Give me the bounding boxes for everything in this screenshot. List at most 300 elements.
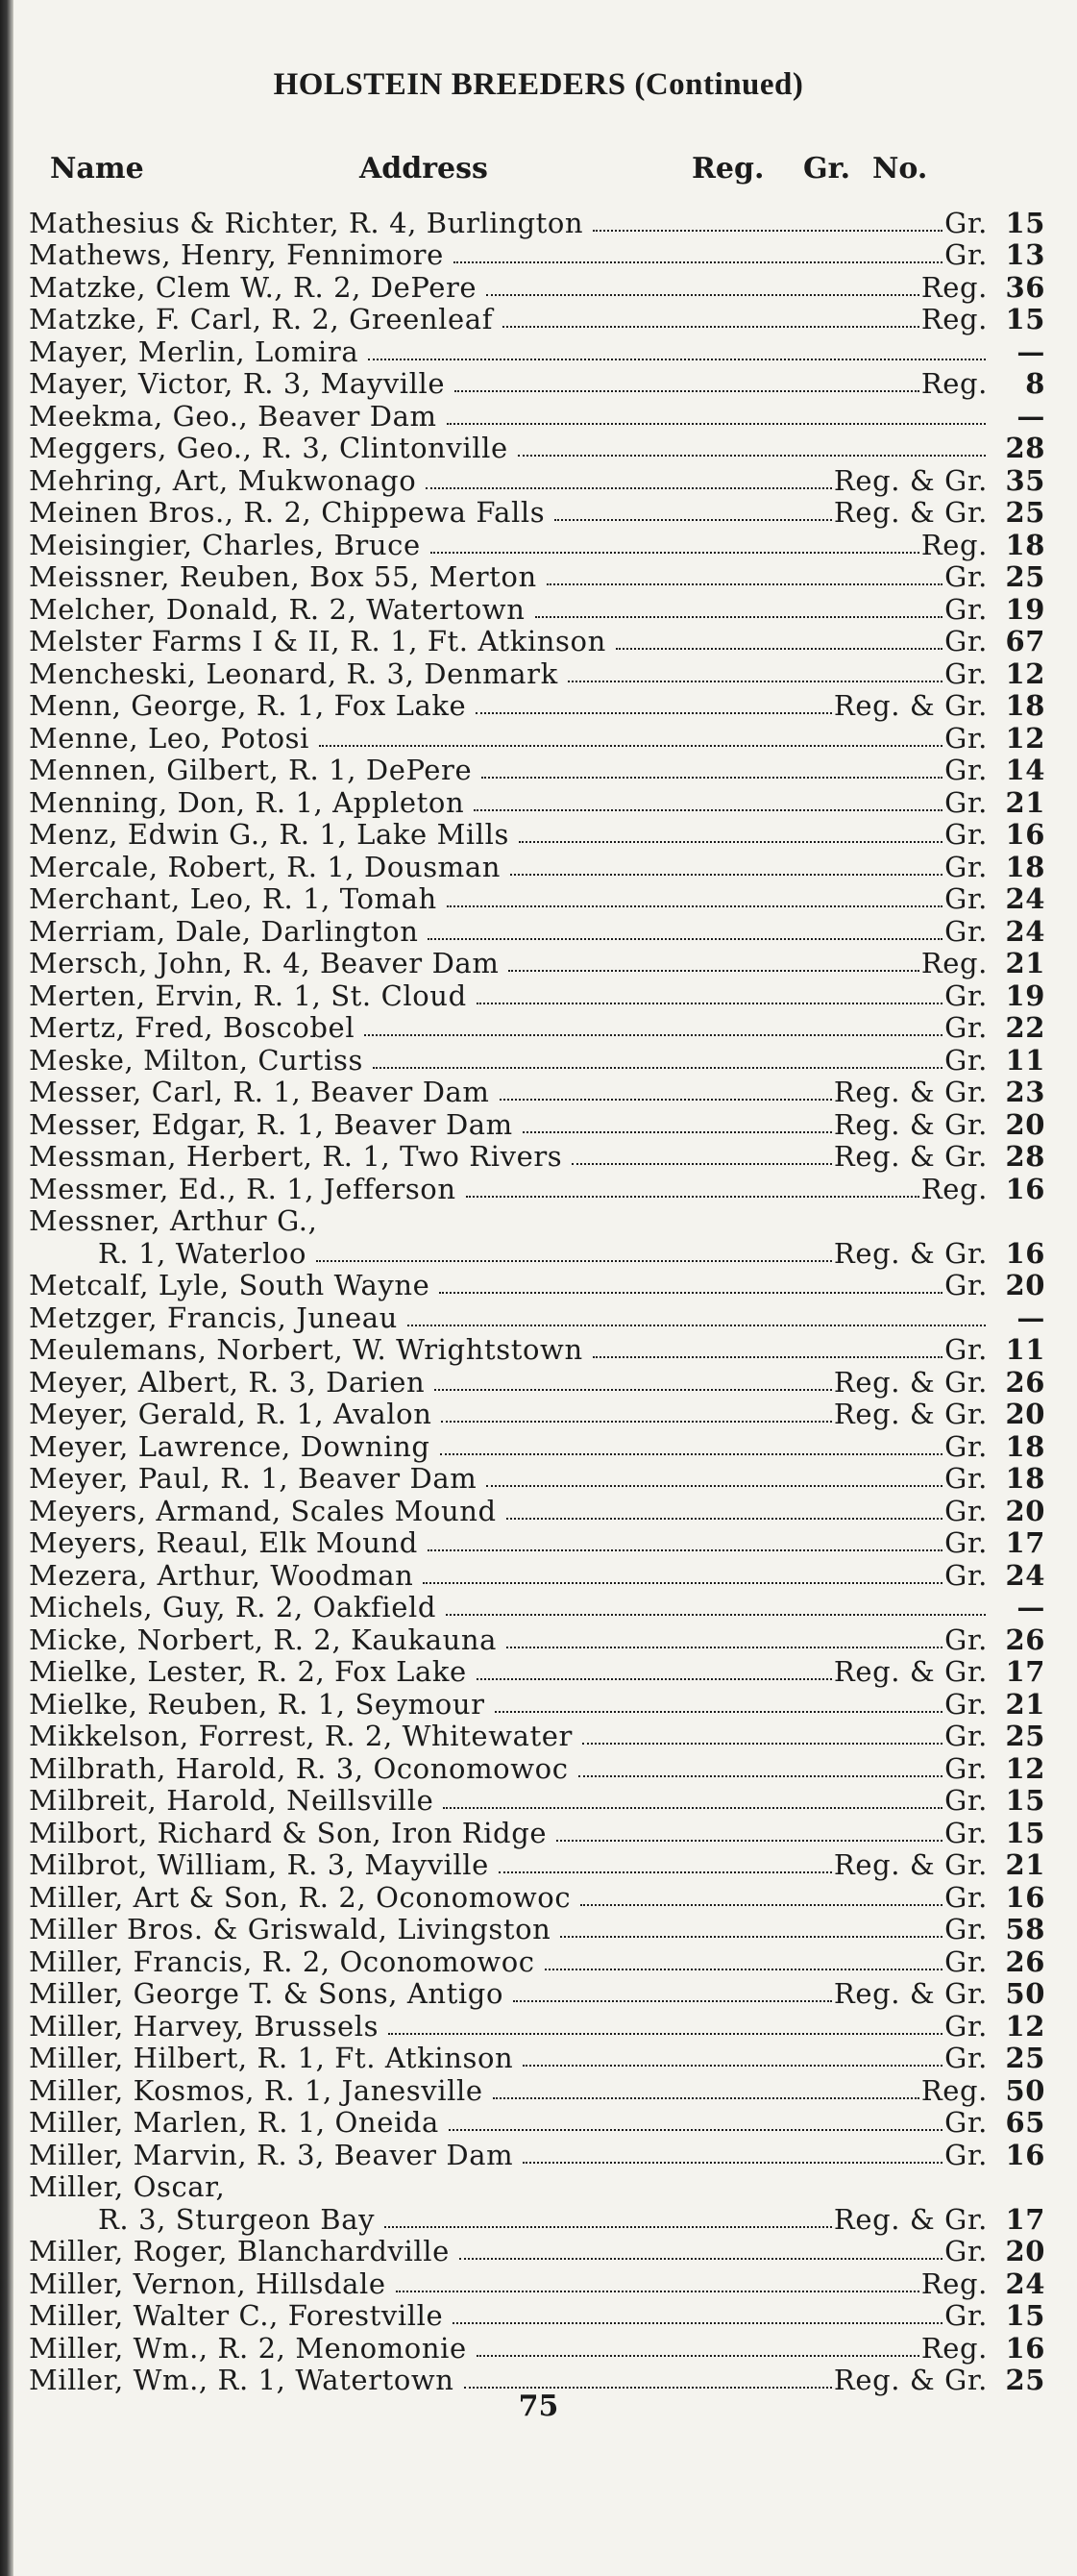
dot-leader — [523, 1131, 832, 1133]
entry-number: 18 — [1005, 1429, 1045, 1463]
col-header-gr: Gr. — [803, 152, 851, 186]
entry-name: Matzke, F. Carl, R. 2, Greenleaf — [29, 303, 494, 336]
list-item — [29, 1527, 1047, 1560]
entry-registration: Gr. — [944, 721, 988, 755]
entry-number: 21 — [1005, 1848, 1045, 1882]
list-item — [29, 1366, 1047, 1399]
entry-number: 50 — [1005, 2073, 1045, 2107]
list-item — [29, 1108, 1047, 1141]
list-item — [29, 690, 1047, 723]
col-header-no: No. — [872, 152, 928, 186]
dot-leader — [454, 390, 919, 392]
entry-number: 24 — [1005, 882, 1045, 916]
dot-leader — [486, 1485, 942, 1487]
entry-name: Menn, George, R. 1, Fox Lake — [29, 689, 467, 723]
entry-registration: Gr. — [944, 206, 988, 239]
dot-leader — [568, 681, 942, 682]
dot-leader — [506, 1647, 942, 1648]
dot-leader — [502, 326, 919, 328]
entry-number: 15 — [1005, 206, 1045, 239]
entry-number: 25 — [1005, 560, 1045, 594]
entry-number: 15 — [1005, 1784, 1045, 1818]
entry-name: Miller, Harvey, Brussels — [29, 2009, 379, 2043]
dot-leader — [616, 648, 942, 650]
entry-number: — — [1016, 1591, 1045, 1624]
list-item — [29, 1849, 1047, 1882]
dot-leader — [506, 1518, 942, 1520]
list-item — [29, 2107, 1047, 2140]
list-item — [29, 1592, 1047, 1624]
entry-name: Meisingier, Charles, Bruce — [29, 528, 421, 561]
entry-name: Merriam, Dale, Darlington — [29, 914, 419, 948]
entry-number: 24 — [1005, 914, 1045, 948]
dot-leader — [319, 745, 942, 747]
list-item — [29, 883, 1047, 916]
entry-registration: Reg. — [920, 2331, 988, 2365]
list-item — [29, 239, 1047, 272]
list-item — [29, 304, 1047, 336]
entry-number: 26 — [1005, 1944, 1045, 1978]
list-item — [29, 1012, 1047, 1045]
entry-name: Mathesius & Richter, R. 4, Burlington — [29, 206, 584, 239]
list-item — [29, 2074, 1047, 2107]
entry-name: Meyers, Armand, Scales Mound — [29, 1494, 497, 1527]
entry-registration: Reg. & Gr. — [833, 1076, 988, 1109]
dot-leader — [388, 2033, 942, 2035]
dot-leader — [486, 294, 919, 296]
entry-name: Mehring, Art, Mukwonago — [29, 463, 417, 497]
dot-leader — [477, 1003, 942, 1004]
list-item — [29, 2300, 1047, 2333]
entry-number: 21 — [1005, 785, 1045, 819]
entry-registration: Gr. — [944, 2138, 988, 2171]
list-item — [29, 497, 1047, 530]
entry-registration: Reg. & Gr. — [833, 1977, 988, 2011]
entry-name: Milbrath, Harold, R. 3, Oconomowoc — [29, 1751, 569, 1785]
list-item — [29, 1914, 1047, 1946]
entry-name: Micke, Norbert, R. 2, Kaukauna — [29, 1622, 498, 1656]
entry-name: R. 1, Waterloo — [98, 1236, 307, 1270]
entry-registration: Gr. — [944, 592, 988, 626]
dot-leader — [373, 1067, 942, 1069]
dot-leader — [580, 1904, 942, 1906]
entry-name: Meulemans, Norbert, W. Wrightstown — [29, 1333, 583, 1367]
entry-name: Menning, Don, R. 1, Appleton — [29, 785, 465, 819]
dot-leader — [428, 1549, 942, 1551]
entry-name: Metcalf, Lyle, South Wayne — [29, 1269, 430, 1302]
list-item — [29, 1141, 1047, 1174]
entry-number: 16 — [1005, 1236, 1045, 1270]
entry-name: Meyer, Paul, R. 1, Beaver Dam — [29, 1462, 477, 1496]
entry-number: 11 — [1005, 1043, 1045, 1077]
entry-registration: Reg. — [920, 2266, 988, 2300]
list-item — [29, 400, 1047, 433]
dot-leader — [407, 1325, 986, 1326]
page-number: 75 — [518, 2390, 559, 2423]
list-item — [29, 1205, 1047, 1238]
list-item — [29, 529, 1047, 561]
list-item — [29, 1688, 1047, 1721]
entry-registration: Gr. — [944, 1687, 988, 1721]
dot-leader — [439, 1292, 942, 1294]
page-title: HOLSTEIN BREEDERS (Continued) — [273, 67, 804, 102]
list-item — [29, 1334, 1047, 1367]
list-item — [29, 207, 1047, 239]
entry-registration: Gr. — [944, 1043, 988, 1077]
entry-registration: Reg. & Gr. — [833, 689, 988, 723]
entry-name: Messman, Herbert, R. 1, Two Rivers — [29, 1140, 563, 1174]
dot-leader — [582, 1743, 942, 1745]
entry-name: Mencheski, Leonard, R. 3, Denmark — [29, 656, 558, 690]
entry-registration: Gr. — [944, 914, 988, 948]
entry-number: 12 — [1005, 721, 1045, 755]
dot-leader — [447, 423, 986, 425]
entry-number: 24 — [1005, 1558, 1045, 1592]
list-item — [29, 979, 1047, 1012]
entry-registration: Reg. & Gr. — [833, 2364, 988, 2397]
entry-registration: Gr. — [944, 754, 988, 787]
entry-name: Meyer, Gerald, R. 1, Avalon — [29, 1398, 432, 1431]
entry-number: 17 — [1005, 1526, 1045, 1560]
entry-number: 28 — [1005, 1140, 1045, 1174]
entry-number: 58 — [1005, 1913, 1045, 1946]
entry-name: Miller, Wm., R. 1, Watertown — [29, 2364, 454, 2397]
entry-number: 22 — [1005, 1011, 1045, 1045]
dot-leader — [556, 1840, 942, 1842]
entry-number: 19 — [1005, 978, 1045, 1012]
entry-registration: Gr. — [944, 1462, 988, 1496]
dot-leader — [547, 583, 942, 585]
dot-leader — [423, 1582, 942, 1584]
list-item — [29, 1623, 1047, 1656]
dot-leader — [477, 2355, 919, 2357]
entry-number: 20 — [1005, 1494, 1045, 1527]
entry-number: — — [1016, 399, 1045, 433]
list-item — [29, 915, 1047, 948]
list-item — [29, 948, 1047, 980]
entry-name: Miller, Marvin, R. 3, Beaver Dam — [29, 2138, 514, 2171]
entry-number: 50 — [1005, 1977, 1045, 2011]
entry-registration: Gr. — [944, 1720, 988, 1753]
dot-leader — [316, 1260, 832, 1262]
entry-number: 16 — [1005, 2138, 1045, 2171]
entry-number: 35 — [1005, 463, 1045, 497]
list-item — [29, 335, 1047, 368]
entry-number: 8 — [1025, 367, 1045, 401]
entry-name: Milbreit, Harold, Neillsville — [29, 1784, 434, 1818]
entry-registration: Gr. — [944, 1913, 988, 1946]
entry-name: Mayer, Victor, R. 3, Mayville — [29, 367, 446, 401]
entry-number: 26 — [1005, 1365, 1045, 1399]
list-item — [29, 1173, 1047, 1205]
binding-edge — [0, 0, 13, 2576]
breeder-list — [29, 207, 1047, 2396]
list-item — [29, 2043, 1047, 2075]
entry-number: 28 — [1005, 432, 1045, 465]
entry-registration: Gr. — [944, 1526, 988, 1560]
entry-number: 18 — [1005, 689, 1045, 723]
entry-number: 14 — [1005, 754, 1045, 787]
entry-name: Meekma, Geo., Beaver Dam — [29, 399, 437, 433]
list-item — [29, 271, 1047, 304]
entry-name: Miller, Vernon, Hillsdale — [29, 2266, 386, 2300]
list-item — [29, 1721, 1047, 1753]
entry-registration: Gr. — [944, 560, 988, 594]
entry-name: Miller, Wm., R. 2, Menomonie — [29, 2331, 467, 2365]
dot-leader — [453, 2322, 942, 2324]
list-item — [29, 2267, 1047, 2300]
entry-registration: Reg. — [920, 270, 988, 304]
entry-name: Miller, Kosmos, R. 1, Janesville — [29, 2073, 483, 2107]
list-item — [29, 2139, 1047, 2171]
dot-leader — [572, 1163, 832, 1165]
dot-leader — [493, 2097, 919, 2099]
entry-registration: Gr. — [944, 2235, 988, 2268]
entry-registration: Gr. — [944, 1880, 988, 1914]
column-header — [0, 152, 1077, 190]
entry-number: 16 — [1005, 818, 1045, 852]
dot-leader — [476, 712, 832, 714]
dot-leader — [446, 1614, 986, 1616]
entry-number: 18 — [1005, 850, 1045, 883]
entry-name: Menz, Edwin G., R. 1, Lake Mills — [29, 818, 510, 852]
entry-name: Miller, Oscar, — [29, 2170, 226, 2204]
entry-name: Mezera, Arthur, Woodman — [29, 1558, 414, 1592]
dot-leader — [593, 1356, 942, 1358]
dot-leader — [508, 970, 918, 972]
list-item — [29, 819, 1047, 852]
entry-name: Mercale, Robert, R. 1, Dousman — [29, 850, 501, 883]
dot-leader — [447, 905, 942, 907]
entry-name: Miller, Walter C., Forestville — [29, 2299, 444, 2333]
dot-leader — [459, 2258, 942, 2260]
entry-number: 20 — [1005, 2235, 1045, 2268]
entry-number: 21 — [1005, 1687, 1045, 1721]
entry-name: Meyers, Reaul, Elk Mound — [29, 1526, 418, 1560]
list-item — [29, 786, 1047, 819]
list-item — [29, 593, 1047, 626]
list-item — [29, 561, 1047, 594]
entry-registration: Gr. — [944, 2009, 988, 2043]
entry-number: 15 — [1005, 303, 1045, 336]
entry-name: Miller Bros. & Griswald, Livingston — [29, 1913, 551, 1946]
entry-number: 36 — [1005, 270, 1045, 304]
entry-registration: Gr. — [944, 2299, 988, 2333]
entry-number: 65 — [1005, 2106, 1045, 2140]
dot-leader — [519, 841, 942, 843]
entry-name: Mielke, Lester, R. 2, Fox Lake — [29, 1655, 467, 1689]
entry-registration: Gr. — [944, 1333, 988, 1367]
entry-name: Menne, Leo, Potosi — [29, 721, 309, 755]
entry-name: Messer, Carl, R. 1, Beaver Dam — [29, 1076, 490, 1109]
dot-leader — [440, 1453, 943, 1455]
entry-name: Mikkelson, Forrest, R. 2, Whitewater — [29, 1720, 573, 1753]
list-item — [29, 2171, 1047, 2204]
list-item — [29, 657, 1047, 690]
entry-number: 17 — [1005, 2202, 1045, 2236]
entry-registration: Gr. — [944, 625, 988, 658]
entry-number: 24 — [1005, 2266, 1045, 2300]
entry-name: Milbrot, William, R. 3, Mayville — [29, 1848, 489, 1882]
list-item — [29, 1044, 1047, 1077]
list-item — [29, 1237, 1047, 1270]
dot-leader — [449, 2129, 942, 2131]
entry-registration: Gr. — [944, 656, 988, 690]
list-item — [29, 2332, 1047, 2365]
entry-number: 15 — [1005, 2299, 1045, 2333]
dot-leader — [441, 1421, 831, 1423]
entry-registration: Reg. & Gr. — [833, 496, 988, 530]
entry-name: Miller, Marlen, R. 1, Oneida — [29, 2106, 439, 2140]
dot-leader — [426, 487, 832, 489]
dot-leader — [593, 230, 942, 232]
entry-registration: Reg. — [920, 2073, 988, 2107]
entry-name: Mielke, Reuben, R. 1, Seymour — [29, 1687, 485, 1721]
entry-number: 67 — [1005, 625, 1045, 658]
entry-name: Mersch, John, R. 4, Beaver Dam — [29, 947, 500, 980]
entry-name: Metzger, Francis, Juneau — [29, 1300, 398, 1334]
entry-number: 16 — [1005, 1172, 1045, 1205]
entry-name: Miller, Art & Son, R. 2, Oconomowoc — [29, 1880, 572, 1914]
list-item — [29, 722, 1047, 755]
entry-number: 25 — [1005, 496, 1045, 530]
list-item — [29, 1430, 1047, 1463]
list-item — [29, 2236, 1047, 2268]
list-item — [29, 1270, 1047, 1302]
list-item — [29, 1785, 1047, 1818]
dot-leader — [510, 874, 942, 876]
list-item — [29, 1817, 1047, 1849]
dot-leader — [545, 1969, 942, 1970]
list-item — [29, 1077, 1047, 1109]
entry-registration: Gr. — [944, 1429, 988, 1463]
entry-number: 16 — [1005, 2331, 1045, 2365]
list-item — [29, 851, 1047, 883]
entry-name: Melster Farms I & II, R. 1, Ft. Atkinson — [29, 625, 606, 658]
entry-number: 19 — [1005, 592, 1045, 626]
entry-name: Merten, Ervin, R. 1, St. Cloud — [29, 978, 467, 1012]
entry-registration: Gr. — [944, 1622, 988, 1656]
entry-registration: Reg. & Gr. — [833, 1107, 988, 1141]
entry-number: 12 — [1005, 656, 1045, 690]
entry-registration: Gr. — [944, 818, 988, 852]
entry-number: 12 — [1005, 1751, 1045, 1785]
dot-leader — [430, 552, 919, 554]
dot-leader — [453, 261, 942, 263]
dot-leader — [464, 2387, 832, 2389]
entry-name: Meske, Milton, Curtiss — [29, 1043, 364, 1077]
entry-registration: Gr. — [944, 2042, 988, 2075]
entry-number: 25 — [1005, 2364, 1045, 2397]
list-item — [29, 368, 1047, 401]
entry-registration: Gr. — [944, 850, 988, 883]
dot-leader — [554, 519, 832, 521]
list-item — [29, 1463, 1047, 1496]
dot-leader — [364, 1034, 942, 1036]
entry-name: Matzke, Clem W., R. 2, DePere — [29, 270, 477, 304]
list-item — [29, 1495, 1047, 1527]
dot-leader — [523, 2162, 942, 2164]
dot-leader — [499, 1871, 832, 1873]
dot-leader — [474, 809, 942, 811]
entry-number: 18 — [1005, 1462, 1045, 1496]
col-header-address: Address — [359, 152, 488, 186]
entry-name: Miller, George T. & Sons, Antigo — [29, 1977, 504, 2011]
entry-registration: Gr. — [944, 1269, 988, 1302]
list-item — [29, 1656, 1047, 1689]
dot-leader — [396, 2291, 919, 2292]
dot-leader — [466, 1196, 919, 1198]
entry-registration: Reg. & Gr. — [833, 2202, 988, 2236]
list-item — [29, 2203, 1047, 2236]
entry-number: 25 — [1005, 1720, 1045, 1753]
col-header-name: Name — [50, 152, 144, 186]
entry-registration: Reg. & Gr. — [833, 1140, 988, 1174]
list-item — [29, 755, 1047, 787]
list-item — [29, 2010, 1047, 2043]
entry-name: Meyer, Lawrence, Downing — [29, 1429, 430, 1463]
entry-number: 11 — [1005, 1333, 1045, 1367]
dot-leader — [384, 2226, 832, 2228]
entry-registration: Gr. — [944, 785, 988, 819]
entry-registration: Gr. — [944, 1816, 988, 1849]
entry-name: Messner, Arthur G., — [29, 1204, 318, 1238]
entry-number: 13 — [1005, 238, 1045, 272]
dot-leader — [578, 1775, 943, 1777]
entry-number: 20 — [1005, 1398, 1045, 1431]
entry-number: 15 — [1005, 1816, 1045, 1849]
dot-leader — [428, 938, 942, 940]
entry-registration: Gr. — [944, 1751, 988, 1785]
entry-number: 17 — [1005, 1655, 1045, 1689]
entry-number: — — [1016, 334, 1045, 368]
dot-leader — [495, 1711, 943, 1713]
entry-registration: Gr. — [944, 1494, 988, 1527]
entry-number: — — [1016, 1300, 1045, 1334]
entry-registration: Reg. — [920, 367, 988, 401]
entry-name: Milbort, Richard & Son, Iron Ridge — [29, 1816, 548, 1849]
entry-name: Mathews, Henry, Fennimore — [29, 238, 444, 272]
entry-registration: Reg. — [920, 528, 988, 561]
entry-name: Messmer, Ed., R. 1, Jefferson — [29, 1172, 456, 1205]
list-item — [29, 1945, 1047, 1978]
entry-number: 12 — [1005, 2009, 1045, 2043]
entry-number: 21 — [1005, 947, 1045, 980]
entry-name: Meyer, Albert, R. 3, Darien — [29, 1365, 426, 1399]
list-item — [29, 1978, 1047, 2011]
entry-number: 18 — [1005, 528, 1045, 561]
entry-name: Merchant, Leo, R. 1, Tomah — [29, 882, 437, 916]
entry-registration: Gr. — [944, 1558, 988, 1592]
list-item — [29, 1559, 1047, 1592]
entry-number: 23 — [1005, 1076, 1045, 1109]
list-item — [29, 433, 1047, 465]
entry-registration: Reg. & Gr. — [833, 1848, 988, 1882]
entry-number: 20 — [1005, 1107, 1045, 1141]
dot-leader — [434, 1389, 832, 1391]
entry-registration: Gr. — [944, 1011, 988, 1045]
entry-name: Mertz, Fred, Boscobel — [29, 1011, 355, 1045]
entry-registration: Gr. — [944, 1944, 988, 1978]
entry-name: R. 3, Sturgeon Bay — [98, 2202, 376, 2236]
list-item — [29, 626, 1047, 658]
entry-number: 20 — [1005, 1269, 1045, 1302]
dot-leader — [481, 777, 942, 779]
entry-name: Michels, Guy, R. 2, Oakfield — [29, 1591, 437, 1624]
list-item — [29, 1881, 1047, 1914]
entry-registration: Reg. — [920, 303, 988, 336]
entry-name: Mennen, Gilbert, R. 1, DePere — [29, 754, 473, 787]
